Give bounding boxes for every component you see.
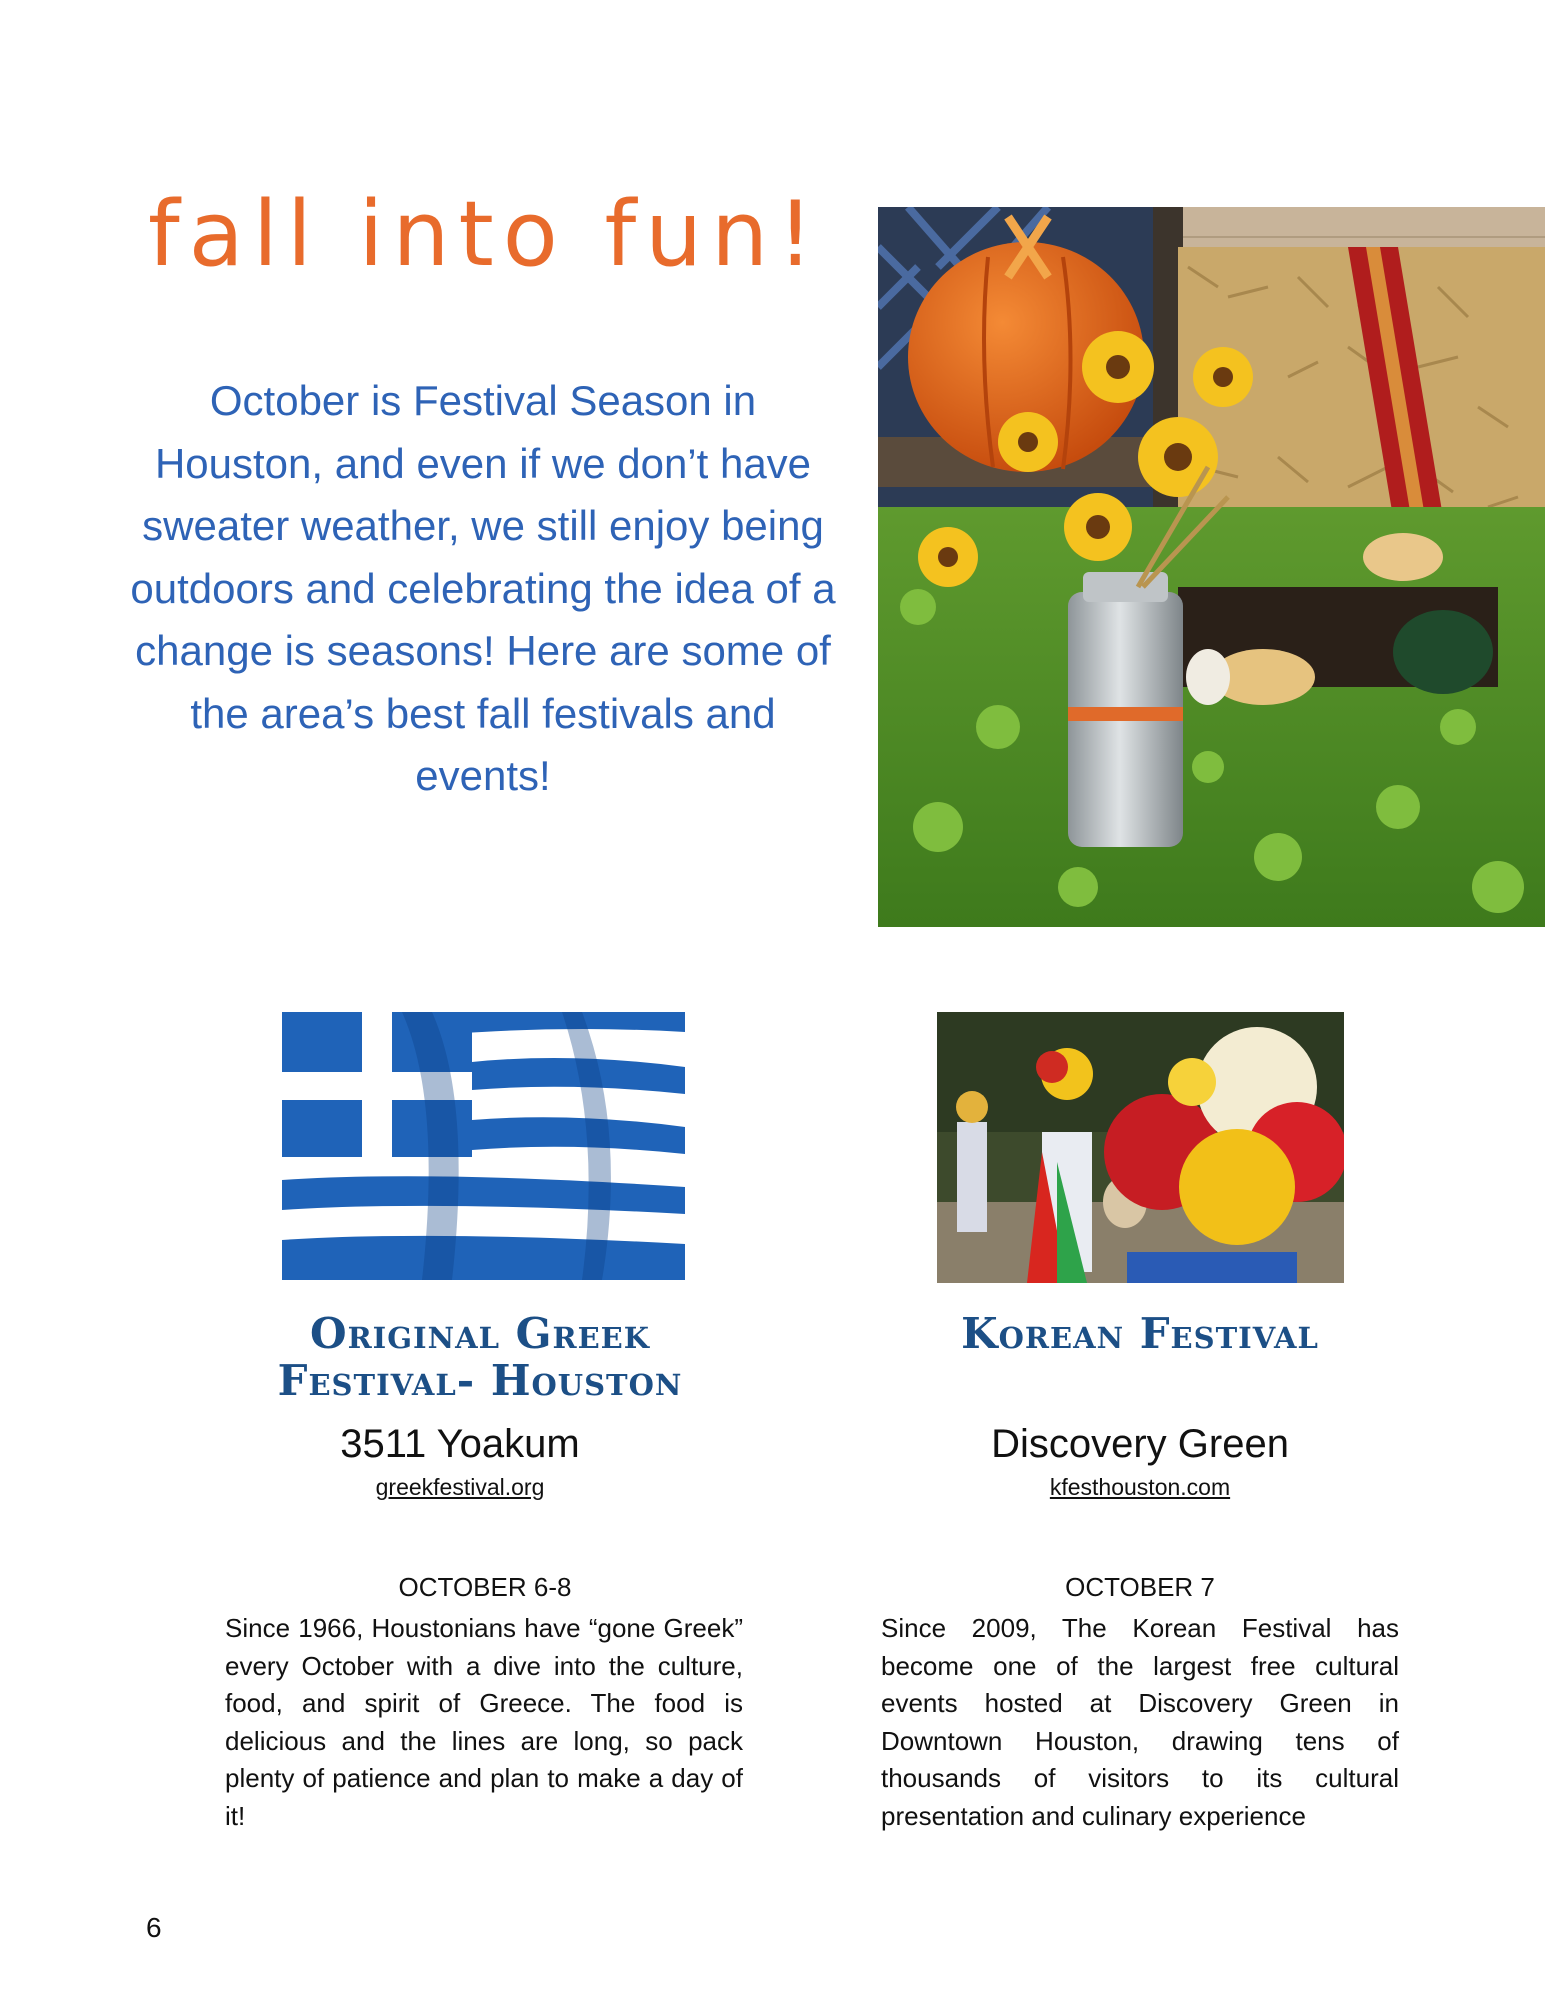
- autumn-decor-photo: [878, 207, 1545, 927]
- korean-festival-description: Since 2009, The Korean Festival has become one of the largest free cultural events hosted at Discovery Green in Downtown Houston, drawing tens of thousands of visitors to its cultural presentation and culinary experience: [881, 1613, 1399, 1831]
- korean-festival-date: OCTOBER 7: [1065, 1572, 1215, 1602]
- korean-festival-link[interactable]: kfesthouston.com: [1049, 1474, 1231, 1500]
- korean-festival-name: Korean Festival: [961, 1309, 1319, 1358]
- greek-festival-link[interactable]: greekfestival.org: [375, 1474, 545, 1500]
- greek-festival-name: Original Greek Festival- Houston: [277, 1309, 683, 1405]
- intro-paragraph: October is Festival Season in Houston, and even if we don’t have sweater weather, we still enjoy being outdoors and celebrating the idea of a change is seasons! Here are some of the area’s best fall festivals and events!: [130, 377, 836, 799]
- page-title: fall into fun!: [148, 182, 823, 287]
- greek-festival-venue: 3511 Yoakum: [340, 1422, 580, 1466]
- greek-flag-photo: [282, 1012, 685, 1280]
- greek-festival-date: OCTOBER 6-8: [398, 1572, 572, 1602]
- korean-festival-venue: Discovery Green: [991, 1422, 1289, 1466]
- korean-festival-photo: [937, 1012, 1344, 1283]
- greek-festival-description: Since 1966, Houstonians have “gone Greek” every October with a dive into the culture, food, and spirit of Greece. The food is delicious and the lines are long, so pack plenty of patience and plan to make a day of it!: [225, 1613, 743, 1831]
- page-number: 6: [146, 1912, 162, 1943]
